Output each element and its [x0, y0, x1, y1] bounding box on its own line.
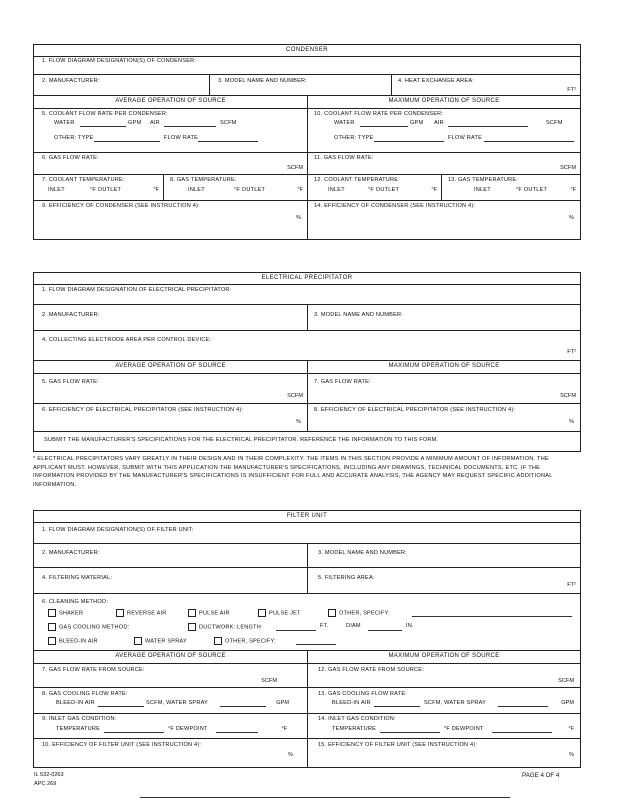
outlet-label-2: °F OUTLET [234, 187, 266, 193]
condenser-item-6: 6. GAS FLOW RATE: [42, 155, 99, 161]
precipitator-row-2 [34, 305, 580, 331]
gpm-label-max: GPM [410, 120, 424, 126]
flow-rate-label: FLOW RATE [164, 135, 199, 141]
filter-row-4 [34, 568, 580, 594]
pulse-jet-label: PULSE JET [269, 610, 301, 617]
filter-item-14: 14. INLET GAS CONDITION: [318, 716, 396, 722]
ft2-unit: FT² [567, 582, 576, 588]
degf-unit: °F [281, 726, 287, 732]
precipitator-gasflow-row [34, 374, 580, 404]
water-input[interactable] [80, 126, 126, 127]
reverse-air-label: REVERSE AIR [127, 610, 167, 617]
condenser-area-unit: FT² [567, 87, 576, 93]
temperature-input[interactable] [104, 732, 164, 733]
scfm-unit: SCFM [287, 393, 303, 399]
condenser-gasflow-row [34, 153, 580, 175]
filter-item-2: 2. MANUFACTURER: [42, 550, 100, 556]
filter-title: FILTER UNIT [34, 511, 580, 523]
scfm-label-max: SCFM [546, 120, 563, 126]
filter-efficiency-row [34, 739, 580, 767]
option-pulse-jet[interactable] [258, 609, 301, 617]
filter-item-15: 15. EFFICIENCY OF FILTER UNIT (SEE INSTRUCTION 4): [318, 742, 478, 748]
air-input-max[interactable] [448, 126, 528, 127]
temperature-label: TEMPERATURE [56, 726, 101, 732]
option-water-spray[interactable] [134, 637, 187, 645]
degf-unit-max: °F [568, 726, 574, 732]
precipitator-row-4 [34, 331, 580, 361]
air-label: AIR [150, 120, 160, 126]
bleed-air-input[interactable] [98, 706, 144, 707]
water-spray-input[interactable] [220, 706, 266, 707]
ductwork-length-input[interactable] [276, 630, 316, 631]
condenser-row-1 [34, 56, 580, 75]
shaker-label: SHAKER [59, 610, 84, 617]
inlet-label: INLET [48, 187, 65, 193]
scfm-unit: SCFM [287, 165, 303, 171]
filter-item-1: 1. FLOW DIAGRAM DESIGNATION(S) OF FILTER UNIT: [42, 527, 194, 533]
filter-max-header: MAXIMUM OPERATION OF SOURCE [388, 653, 500, 659]
filter-avg-header: AVERAGE OPERATION OF SOURCE [115, 653, 226, 659]
other2-specify-input[interactable] [296, 644, 336, 645]
filter-row-2 [34, 544, 580, 568]
condenser-efficiency-row [34, 201, 580, 239]
condenser-item-12: 12. COOLANT TEMPERATURE: [314, 177, 400, 183]
precipitator-header-row [34, 361, 580, 374]
condenser-item-2: 2. MANUFACTURER: [42, 78, 100, 84]
degf-unit-4: °F [570, 187, 576, 193]
precipitator-item-7: 7. GAS FLOW RATE: [314, 379, 371, 385]
pct-unit: % [296, 215, 301, 221]
pct-unit-max: % [569, 215, 574, 221]
pulse-jet-checkbox[interactable] [258, 609, 266, 617]
condenser-item-8: 8. GAS TEMPERATURE: [170, 177, 237, 183]
condenser-temp-row [34, 175, 580, 201]
precipitator-title: ELECTRICAL PRECIPITATOR [34, 273, 580, 285]
filter-item-7: 7. GAS FLOW RATE FROM SOURCE: [42, 667, 145, 673]
diam-input[interactable] [368, 630, 402, 631]
pulse-air-checkbox[interactable] [188, 609, 196, 617]
flow-rate-input[interactable] [198, 141, 258, 142]
condenser-item-9: 9. EFFICIENCY OF CONDENSER (SEE INSTRUCTION 4): [42, 203, 200, 209]
gpm-unit-max: GPM [561, 700, 574, 706]
filter-item-5: 5. FILTERING AREA: [318, 575, 375, 581]
flow-rate-label-max: FLOW RATE [448, 135, 483, 141]
filter-gasflow-row [34, 664, 580, 688]
other-checkbox[interactable] [328, 609, 336, 617]
option-other[interactable] [328, 609, 390, 617]
ductwork-label: DUCTWORK: LENGTH [199, 624, 261, 631]
shaker-checkbox[interactable] [48, 609, 56, 617]
page-number: PAGE 4 OF 4 [522, 772, 560, 779]
precipitator-item-2: 2. MANUFACTURER: [42, 312, 100, 318]
form-number: IL 532-0263 [34, 772, 64, 778]
filter-inlet-row [34, 714, 580, 739]
water-spray-checkbox[interactable] [134, 637, 142, 645]
condenser-item-10: 10. COOLANT FLOW RATE PER CONDENSER: [314, 111, 444, 117]
option-bleed-in-air[interactable] [48, 637, 98, 645]
condenser-title: CONDENSER [34, 45, 580, 57]
precipitator-efficiency-row [34, 404, 580, 432]
outlet-label-4: °F OUTLET [516, 187, 548, 193]
filter-item-12: 12. GAS FLOW RATE FROM SOURCE: [318, 667, 424, 673]
outlet-label: °F OUTLET [90, 187, 122, 193]
bleed-in-air-label: BLEED-IN AIR [59, 638, 98, 645]
condenser-item-4: 4. HEAT EXCHANGE AREA: [398, 78, 475, 84]
footer-rule [140, 797, 510, 798]
bleed-in-air-checkbox[interactable] [48, 637, 56, 645]
condenser-row-2 [34, 75, 580, 96]
dewpoint-label: °F DEWPOINT [168, 726, 208, 732]
precipitator-footnote: * ELECTRICAL PRECIPITATORS VARY GREATLY IN THEIR DESIGN AND IN THEIR COMPLEXITY. THE ITEMS IN THIS SECTION PROVIDE A MINIMUM AMOUNT OF INFORMATION. THE APPLICANT MUST, HOWEVER, SUBMIT WITH THIS APPLICATION THE MANUFACTURER'S SPECIFICATIONS, INCLUDING ANY DRAWINGS, TECHNICAL DOCUMENTS, ETC. IF THE INFORMATION PROVIDED BY THE MANUFACTURER'S SPECIFICATIONS IS INSUFFICIENT FOR FULL AND ACCURATE ANALYSIS, THE AGENCY MAY REQUEST SPECIFIC ADDITIONAL INFORMATION. [33, 456, 553, 488]
flow-rate-input-max[interactable] [484, 141, 574, 142]
inlet-label-4: INLET [474, 187, 491, 193]
scfm-unit: SCFM [261, 678, 277, 684]
other2-label: OTHER, SPECIFY: [225, 638, 276, 645]
condenser-item-5: 5. COOLANT FLOW RATE PER CONDENSER: [42, 111, 168, 117]
scfm-unit-max: SCFM [560, 165, 576, 171]
condenser-item-14: 14. EFFICIENCY OF CONDENSER (SEE INSTRUCTION 4): [314, 203, 476, 209]
scfm-label: SCFM [220, 120, 237, 126]
option-reverse-air[interactable] [116, 609, 167, 617]
other-label: OTHER, SPECIFY: [339, 610, 390, 617]
precipitator-item-6: 6. EFFICIENCY OF ELECTRICAL PRECIPITATOR (SEE INSTRUCTION 4): [42, 407, 244, 413]
inlet-label-3: INLET [328, 187, 345, 193]
other2-checkbox[interactable] [214, 637, 222, 645]
water-spray-label: SCFM, WATER SPRAY [146, 700, 209, 706]
filter-item-3: 3. MODEL NAME AND NUMBER: [318, 550, 408, 556]
filter-item-13: 13. GAS COOLING FLOW RATE: [318, 691, 408, 697]
option-pulse-air[interactable] [188, 609, 230, 617]
scfm-unit-max: SCFM [558, 678, 574, 684]
condenser-coolant-row [34, 109, 580, 153]
precipitator-max-header: MAXIMUM OPERATION OF SOURCE [388, 363, 500, 369]
water-label-max: WATER [334, 120, 355, 126]
condenser-header-row [34, 96, 580, 109]
water-spray-label-max: SCFM, WATER SPRAY [424, 700, 487, 706]
water-input-max[interactable] [360, 126, 408, 127]
condenser-section [33, 44, 581, 240]
other-specify-input[interactable] [412, 616, 572, 617]
ft2-unit: FT² [567, 349, 576, 355]
bleed-air-label: BLEED-IN AIR [56, 700, 95, 706]
degf-unit: °F [153, 187, 159, 193]
precipitator-item-8: 8. EFFICIENCY OF ELECTRICAL PRECIPITATOR (SEE INSTRUCTION 4): [314, 407, 516, 413]
precipitator-section [33, 272, 581, 452]
precipitator-item-1: 1. FLOW DIAGRAM DESIGNATION OF ELECTRICAL PRECIPITATOR: [42, 287, 232, 293]
condenser-item-13: 13. GAS TEMPERATURE: [448, 177, 519, 183]
precipitator-submit-note: SUBMIT THE MANUFACTURER'S SPECIFICATIONS FOR THE ELECTRICAL PRECIPITATOR. REFERENCE THE INFORMATION TO THIS FORM. [44, 437, 439, 443]
gpm-unit: GPM [276, 700, 289, 706]
condenser-avg-header: AVERAGE OPERATION OF SOURCE [115, 98, 226, 104]
condenser-item-7: 7. COOLANT TEMPERATURE: [42, 177, 125, 183]
bleed-air-input-max[interactable] [374, 706, 420, 707]
precipitator-item-5: 5. GAS FLOW RATE: [42, 379, 99, 385]
other-type-input-max[interactable] [374, 141, 444, 142]
filter-section [33, 510, 581, 768]
pct-unit-max: % [569, 419, 574, 425]
diam-label: DIAM [346, 623, 361, 629]
filter-item-9: 9. INLET GAS CONDITION: [42, 716, 117, 722]
water-label: WATER [54, 120, 75, 126]
pct-unit-max: % [569, 752, 574, 758]
other-type-label: OTHER: TYPE [54, 135, 94, 141]
pulse-air-label: PULSE AIR [199, 610, 230, 617]
water-spray-label: WATER SPRAY [145, 638, 187, 645]
filter-item-8: 8. GAS COOLING FLOW RATE: [42, 691, 128, 697]
precipitator-item-3: 3. MODEL NAME AND NUMBER: [314, 312, 404, 318]
filter-cooling-row [34, 688, 580, 714]
temperature-input-max[interactable] [380, 732, 440, 733]
filter-item-4: 4. FILTERING MATERIAL: [42, 575, 113, 581]
precipitator-row-1 [34, 284, 580, 305]
option-other-2[interactable] [214, 637, 276, 645]
reverse-air-checkbox[interactable] [116, 609, 124, 617]
condenser-item-1: 1. FLOW DIAGRAM DESIGNATION(S) OF CONDENSER: [42, 58, 197, 64]
apc-number: APC 269 [34, 781, 57, 787]
other-type-input[interactable] [94, 141, 160, 142]
precipitator-item-4: 4. COLLECTING ELECTRODE AREA PER CONTROL DEVICE: [42, 337, 212, 343]
option-shaker[interactable] [48, 609, 83, 617]
scfm-unit-max: SCFM [560, 393, 576, 399]
other-type-label-max: OTHER: TYPE [334, 135, 374, 141]
option-gas-cooling[interactable] [48, 623, 129, 631]
ductwork-checkbox[interactable] [188, 623, 196, 631]
filter-row-1 [34, 522, 580, 544]
condenser-item-11: 11. GAS FLOW RATE: [314, 155, 374, 161]
water-spray-input-max[interactable] [498, 706, 548, 707]
filter-item-6: 6. CLEANING METHOD: [42, 599, 108, 605]
gpm-label: GPM [128, 120, 142, 126]
bleed-air-label-max: BLEED-IN AIR [332, 700, 371, 706]
dewpoint-input[interactable] [216, 732, 258, 733]
gas-cooling-label: GAS COOLING METHOD: [59, 624, 130, 631]
pct-unit: % [288, 752, 293, 758]
degf-unit-2: °F [297, 187, 303, 193]
temperature-label-max: TEMPERATURE [332, 726, 377, 732]
pct-unit: % [296, 419, 301, 425]
precipitator-avg-header: AVERAGE OPERATION OF SOURCE [115, 363, 226, 369]
air-label-max: AIR [434, 120, 444, 126]
filter-cleaning-row [34, 594, 580, 651]
condenser-item-3: 3. MODEL NAME AND NUMBER: [218, 78, 308, 84]
condenser-max-header: MAXIMUM OPERATION OF SOURCE [388, 98, 500, 104]
inlet-label-2: INLET [188, 187, 205, 193]
in-label: IN. [406, 623, 414, 629]
dewpoint-label-max: °F DEWPOINT [444, 726, 484, 732]
degf-unit-3: °F [431, 187, 437, 193]
option-ductwork[interactable] [188, 623, 261, 631]
gas-cooling-checkbox[interactable] [48, 623, 56, 631]
ft-label: FT. [320, 623, 329, 629]
filter-item-10: 10. EFFICIENCY OF FILTER UNIT (SEE INSTRUCTION 4): [42, 742, 202, 748]
dewpoint-input-max[interactable] [492, 732, 552, 733]
air-input[interactable] [164, 126, 216, 127]
outlet-label-3: °F OUTLET [368, 187, 400, 193]
filter-header-row [34, 651, 580, 664]
